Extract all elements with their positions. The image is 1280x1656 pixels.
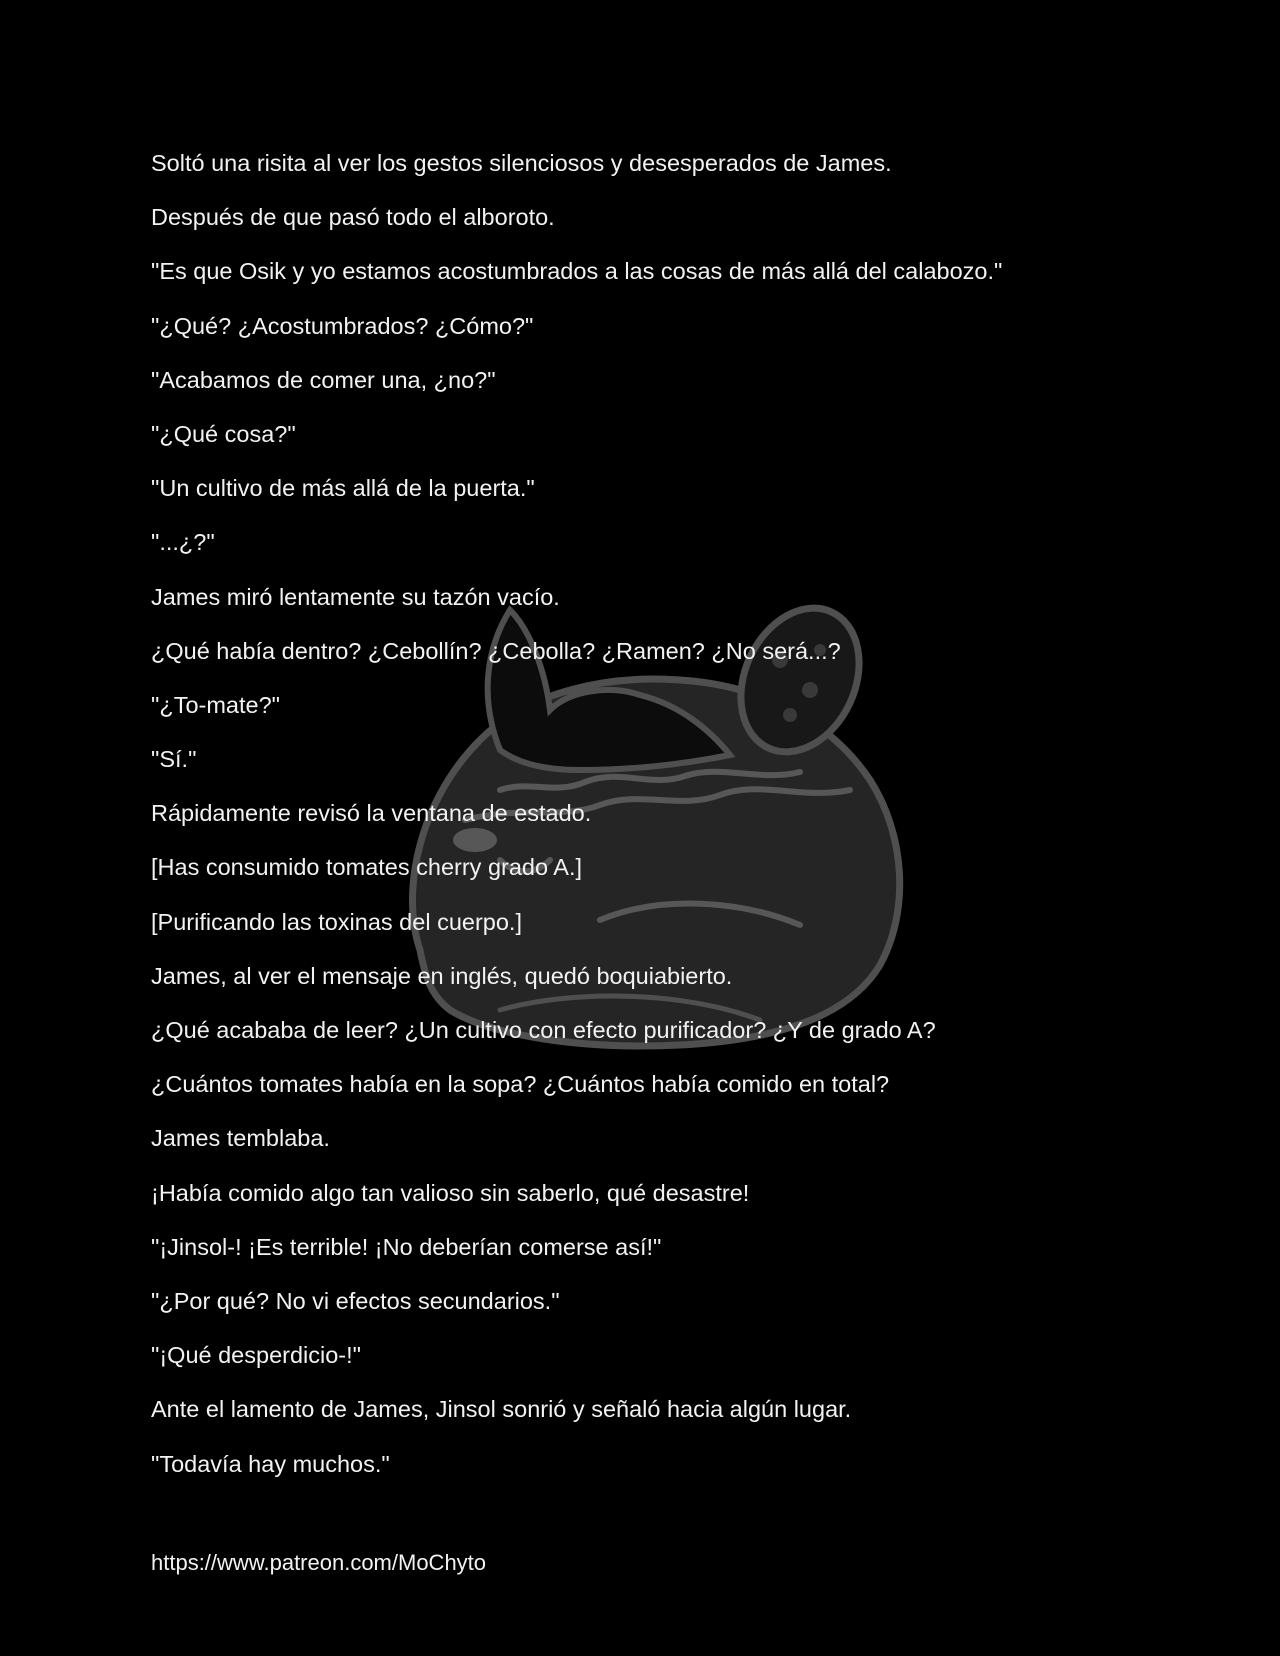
text-line: [Purificando las toxinas del cuerpo.] <box>151 908 522 935</box>
text-line: "...¿?" <box>151 529 215 556</box>
text-line: "Acabamos de comer una, ¿no?" <box>151 366 496 393</box>
text-line: Soltó una risita al ver los gestos silenciosos y desesperados de James. <box>151 150 892 176</box>
text-line: "Es que Osik y yo estamos acostumbrados a las cosas de más allá del calabozo." <box>151 258 1003 285</box>
text-line: "¿Qué? ¿Acostumbrados? ¿Cómo?" <box>151 312 534 339</box>
text-line: James temblaba. <box>151 1125 330 1152</box>
text-line: "¿To-mate?" <box>151 691 280 718</box>
text-line: "Todavía hay muchos." <box>151 1450 390 1477</box>
text-line: ¡Había comido algo tan valioso sin saberlo, qué desastre! <box>151 1179 750 1206</box>
text-line: "Sí." <box>151 746 197 773</box>
text-line: "Un cultivo de más allá de la puerta." <box>151 475 535 502</box>
text-line: [Has consumido tomates cherry grado A.] <box>151 854 583 881</box>
text-line: Ante el lamento de James, Jinsol sonrió y señaló hacia algún lugar. <box>151 1396 852 1423</box>
text-line: ¿Qué acababa de leer? ¿Un cultivo con efecto purificador? ¿Y de grado A? <box>151 1017 936 1043</box>
story-text <box>151 148 1151 1503</box>
text-line: ¿Qué había dentro? ¿Cebollín? ¿Cebolla? ¿Ramen? ¿No será...? <box>151 637 841 664</box>
text-line: "¡Jinsol-! ¡Es terrible! ¡No deberían comerse así!" <box>151 1233 662 1260</box>
text-line: "¿Por qué? No vi efectos secundarios." <box>151 1287 560 1314</box>
text-line: "¡Qué desperdicio-!" <box>151 1342 361 1369</box>
text-line: James, al ver el mensaje en inglés, quedó boquiabierto. <box>151 962 733 989</box>
text-line: Después de que pasó todo el alboroto. <box>151 204 555 231</box>
text-line: James miró lentamente su tazón vacío. <box>151 583 560 610</box>
patreon-link[interactable]: https://www.patreon.com/MoChyto <box>151 1550 487 1575</box>
text-line: Rápidamente revisó la ventana de estado. <box>151 800 592 827</box>
text-line: "¿Qué cosa?" <box>151 420 296 447</box>
text-line: ¿Cuántos tomates había en la sopa? ¿Cuántos había comido en total? <box>151 1071 890 1098</box>
